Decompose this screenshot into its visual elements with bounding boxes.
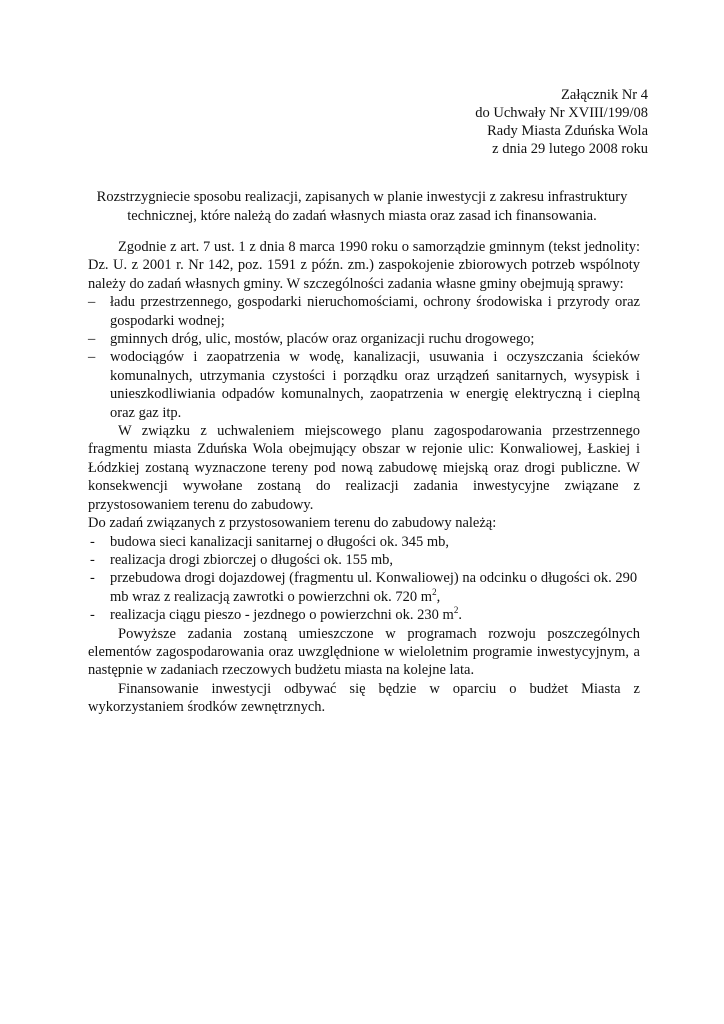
attachment-number: Załącznik Nr 4 xyxy=(561,87,648,103)
tasks-list xyxy=(88,293,640,422)
list-item-punctuation: . xyxy=(458,607,462,624)
list-hyphen: - xyxy=(90,570,95,587)
resolution-number: do Uchwały Nr XVIII/199/08 xyxy=(475,105,648,121)
list-hyphen: - xyxy=(90,607,95,624)
list-dash: – xyxy=(88,294,96,311)
programs-paragraph: Powyższe zadania zostaną umieszczone w programach rozwoju poszczególnych elementów zagospodarowania oraz uwzględnione w wieloletnim programie inwestycyjnym, a następnie w zadaniach rzeczowych budżetu miasta na kolejne lata. xyxy=(88,625,640,679)
superscript: 2 xyxy=(453,605,459,616)
financing-paragraph: Finansowanie inwestycji odbywać się będzie w oparciu o budżet Miasta z wykorzystaniem środków zewnętrznych. xyxy=(88,680,640,716)
superscript: 2 xyxy=(432,586,437,597)
document-body xyxy=(88,238,640,717)
attachment-header xyxy=(428,86,648,158)
list-item xyxy=(88,348,640,422)
list-item-text: realizacja drogi zbiorczej o długości ok. 155 mb, xyxy=(110,551,394,568)
list-item xyxy=(88,293,640,330)
list-item-text: ładu przestrzennego, gospodarki nieruchomościami, ochrony środowiska i przyrody oraz gospodarki wodnej; xyxy=(110,294,640,329)
resolution-date: z dnia 29 lutego 2008 roku xyxy=(492,141,648,157)
council-name: Rady Miasta Zduńska Wola xyxy=(487,123,648,139)
list-item-text: budowa sieci kanalizacji sanitarnej o długości ok. 345 mb, xyxy=(110,533,450,550)
list-item xyxy=(88,330,640,348)
list-hyphen: - xyxy=(90,551,95,568)
list-item xyxy=(88,606,640,624)
list-hyphen: - xyxy=(90,533,95,550)
list-item-text: realizacja ciągu pieszo - jezdnego o powierzchni ok. 230 m xyxy=(110,607,454,624)
list-item-text: gminnych dróg, ulic, mostów, placów oraz organizacji ruchu drogowego; xyxy=(110,331,535,348)
works-intro: Do zadań związanych z przystosowaniem terenu do zabudowy należą: xyxy=(88,515,497,532)
works-list xyxy=(88,533,640,625)
list-item xyxy=(88,533,640,551)
list-dash: – xyxy=(88,331,96,348)
list-item-text: wodociągów i zaopatrzenia w wodę, kanalizacji, usuwania i oczyszczania ścieków komunalnych, utrzymania czystości i porządku oraz urządzeń sanitarnych, wysypisk i unieszkodliwiania odpadów komunalnych, zaopatrzenia w energię elektryczną i cieplną oraz gaz itp. xyxy=(110,349,640,421)
list-item xyxy=(88,569,640,606)
list-item-punctuation: , xyxy=(436,588,441,605)
plan-paragraph: W związku z uchwaleniem miejscowego planu zagospodarowania przestrzennego fragmentu miasta Zduńska Wola obejmujący obszar w rejonie ulic: Konwaliowej, Łaskiej i Łódzkiej zostaną wyznaczone tereny pod nową zabudowę miejską oraz drogi publiczne. W konsekwencji wywołane zostaną do realizacji zadania inwestycyjne związane z przystosowaniem terenu do zabudowy. xyxy=(88,423,640,513)
intro-paragraph: Zgodnie z art. 7 ust. 1 z dnia 8 marca 1990 roku o samorządzie gminnym (tekst jednolity: Dz. U. z 2001 r. Nr 142, poz. 1591 z późn. zm.) zaspokojenie zbiorowych potrzeb wspólnoty należy do zadań własnych gminy. W szczególności zadania własne gminy obejmują sprawy: xyxy=(88,239,640,292)
list-item xyxy=(88,551,640,569)
list-dash: – xyxy=(88,349,96,366)
document-title: Rozstrzygniecie sposobu realizacji, zapisanych w planie inwestycji z zakresu infrastruktury technicznej, które należą do zadań własnych miasta oraz zasad ich finansowania. xyxy=(96,189,628,224)
list-item-text: przebudowa drogi dojazdowej (fragmentu ul. Konwaliowej) na odcinku o długości ok. 290 mb wraz z realizacją zawrotki o powierzchni ok. 720 m xyxy=(110,570,638,605)
